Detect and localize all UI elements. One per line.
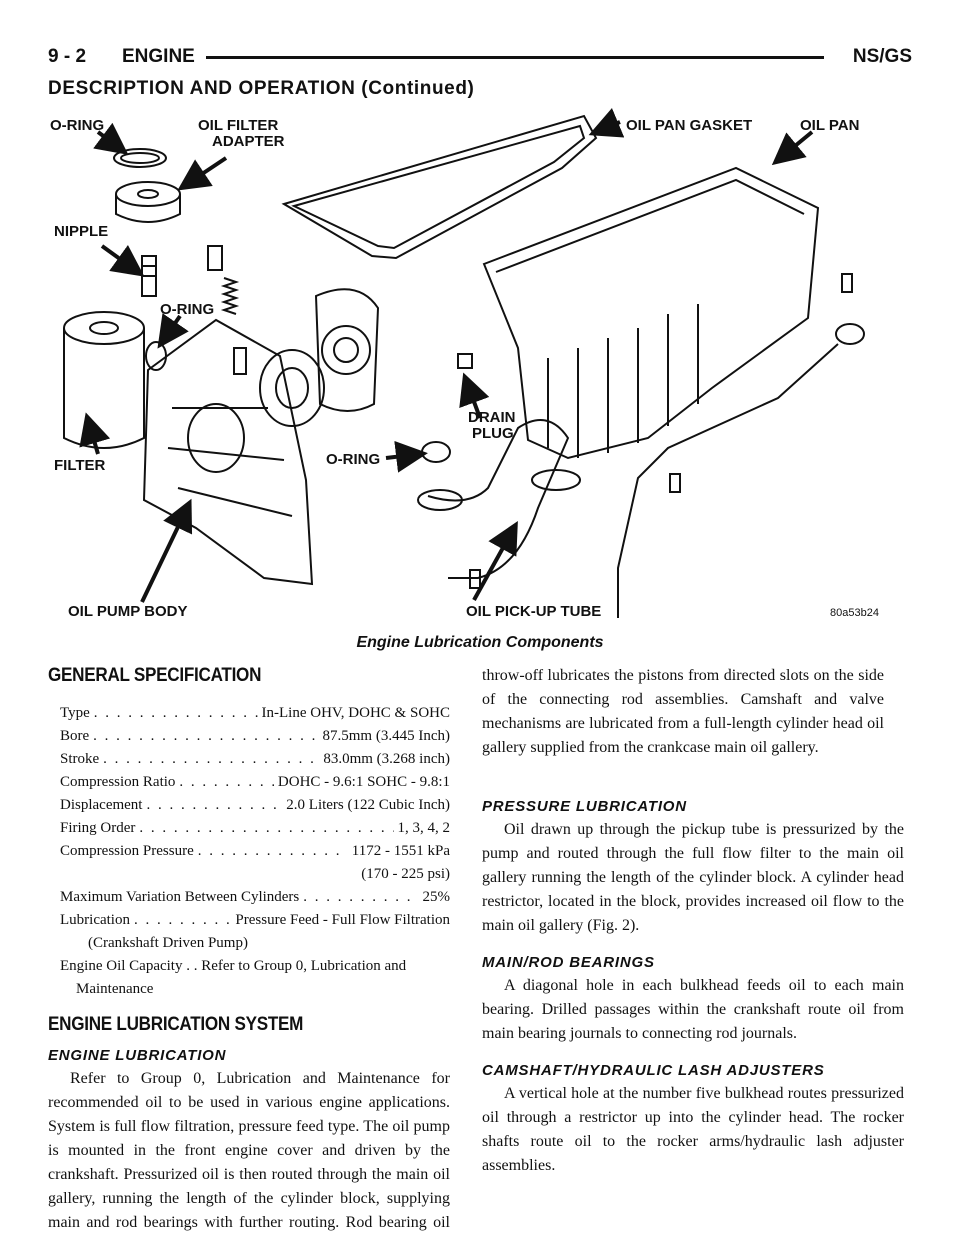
label-nipple: NIPPLE <box>54 223 109 240</box>
spec-value: 25% <box>422 889 450 905</box>
spec-value: DOHC - 9.6:1 SOHC - 9.8:1 <box>277 774 450 790</box>
general-specification-heading: GENERAL SPECIFICATION <box>48 665 262 686</box>
label-oil-pan: OIL PAN <box>800 117 860 134</box>
spec-leader <box>198 840 348 863</box>
label-oil-pan-gasket: OIL PAN GASKET <box>626 117 753 134</box>
spec-leader <box>146 794 282 817</box>
spec-label: Maximum Variation Between Cylinders <box>60 889 300 905</box>
spec-row <box>60 886 450 909</box>
label-drain-plug-2: PLUG <box>472 425 514 442</box>
label-o-ring-pickup: O-RING <box>326 451 381 468</box>
page-number: 9 - 2 <box>48 46 87 67</box>
camshaft-lash-paragraph: A vertical hole at the number five bulkhead routes pressurized oil through a restrictor up into the cylinder head. The rocker shafts route oil to the rocker arms/hydraulic lash adjuster assemblies. <box>482 1085 904 1174</box>
right-column <box>482 664 904 1178</box>
label-o-ring-top: O-RING <box>50 117 105 134</box>
label-o-ring-mid: O-RING <box>160 301 215 318</box>
spec-leader <box>93 725 318 748</box>
spec-engine-oil-capacity: Engine Oil Capacity . . Refer to Group 0, Lubrication and Maintenance <box>60 958 407 997</box>
spec-value: 83.0mm (3.268 inch) <box>323 751 450 767</box>
spec-row <box>60 909 450 932</box>
spec-leader <box>103 748 319 771</box>
spec-continuation: (170 - 225 psi) <box>361 866 450 882</box>
main-rod-bearings-heading: MAIN/ROD BEARINGS <box>482 954 655 971</box>
filter-part <box>64 328 144 448</box>
spec-leader <box>303 886 418 909</box>
main-rod-bearings-paragraph: A diagonal hole in each bulkhead feeds oil to each main bearing. Drilled passages within the crankshaft route oil from main bearing journals to connecting rod journals. <box>482 977 904 1042</box>
drain-plug-part <box>458 354 472 368</box>
figure-caption: Engine Lubrication Components <box>356 634 604 651</box>
engine-lubrication-figure <box>48 108 912 628</box>
engine-lubrication-paragraph-part-2: throw-off lubricates the pistons from directed slots on the side of the connecting rod assemblies. Camshaft and valve mechanisms are lubricated from a full-length cylinder head oil gallery supplied from the crankcase main oil gallery. <box>482 667 884 756</box>
spec-value: 1172 - 1551 kPa <box>351 843 450 859</box>
spec-row <box>60 725 450 748</box>
spec-label: Compression Pressure <box>60 843 194 859</box>
engine-lubrication-system-heading: ENGINE LUBRICATION SYSTEM <box>48 1014 304 1035</box>
spec-label: Displacement <box>60 797 143 813</box>
spec-label: Bore <box>60 728 90 744</box>
spec-row <box>60 794 450 817</box>
spec-leader <box>94 702 258 725</box>
spec-row <box>60 817 450 840</box>
spec-value: In-Line OHV, DOHC & SOHC <box>261 705 450 721</box>
spec-label: Compression Ratio <box>60 774 176 790</box>
spec-value: 87.5mm (3.445 Inch) <box>322 728 450 744</box>
page-header <box>48 44 912 74</box>
lubrication-diagram <box>48 108 912 628</box>
spec-leader <box>139 817 393 840</box>
header-rule <box>206 56 824 59</box>
spec-row <box>60 840 450 863</box>
left-column <box>48 664 450 1235</box>
o-ring-mid-part <box>146 342 166 370</box>
section-subheading: DESCRIPTION AND OPERATION (Continued) <box>48 78 475 99</box>
label-drain-plug-1: DRAIN <box>468 409 516 426</box>
model-code: NS/GS <box>852 46 912 67</box>
label-filter: FILTER <box>54 457 106 474</box>
pressure-lubrication-heading: PRESSURE LUBRICATION <box>482 798 687 815</box>
pump-cover-part <box>316 289 378 411</box>
spec-value: 1, 3, 4, 2 <box>397 820 450 836</box>
engine-lubrication-paragraph-part-1: Refer to Group 0, Lubrication and Maintenance for recommended oil to be used in various engine applications. System is full flow filtration, pressure feed type. The oil pump is mounted in the front engine cover and driven by the crankshaft. Pressurized oil is then routed through the main oil gallery, running the length of the cylinder block, supplying main and rod bearings with further routing. Rod bearing oil <box>48 1070 450 1231</box>
label-oil-pickup-tube: OIL PICK-UP TUBE <box>466 603 602 620</box>
spec-label: Stroke <box>60 751 100 767</box>
spec-value: 2.0 Liters (122 Cubic Inch) <box>286 797 450 813</box>
section-title: ENGINE <box>122 46 195 67</box>
filter-adapter-part <box>116 182 180 206</box>
label-oil-pump-body: OIL PUMP BODY <box>68 603 188 620</box>
spec-leader <box>179 771 273 794</box>
dipstick-part <box>618 344 838 618</box>
spec-row <box>60 702 450 725</box>
spec-row <box>60 771 450 794</box>
spec-row <box>60 748 450 771</box>
oil-pan-gasket-part <box>284 116 596 258</box>
engine-lubrication-heading: ENGINE LUBRICATION <box>48 1047 227 1064</box>
spec-continuation: (Crankshaft Driven Pump) <box>88 935 248 951</box>
spec-label: Firing Order <box>60 820 136 836</box>
engine-lubrication-paragraph-continued <box>482 664 904 784</box>
pressure-lubrication-paragraph: Oil drawn up through the pickup tube is pressurized by the pump and routed through the full flow filter to the main oil gallery running the length of the cylinder block. A cylinder head restrictor, located in the block, provides increased oil flow to the main oil gallery (Fig. 2). <box>482 821 904 934</box>
figure-code: 80a53b24 <box>830 607 879 619</box>
spec-label: Lubrication <box>60 912 130 928</box>
camshaft-lash-heading: CAMSHAFT/HYDRAULIC LASH ADJUSTERS <box>482 1062 825 1079</box>
spec-value: Pressure Feed - Full Flow Filtration <box>235 912 450 928</box>
spec-leader <box>134 909 231 932</box>
label-oil-filter-adapter-1: OIL FILTER <box>198 117 279 134</box>
spec-label: Type <box>60 705 90 721</box>
oil-pan-part <box>484 168 818 458</box>
o-ring-pickup-part <box>422 442 450 462</box>
label-oil-filter-adapter-2: ADAPTER <box>212 133 285 150</box>
